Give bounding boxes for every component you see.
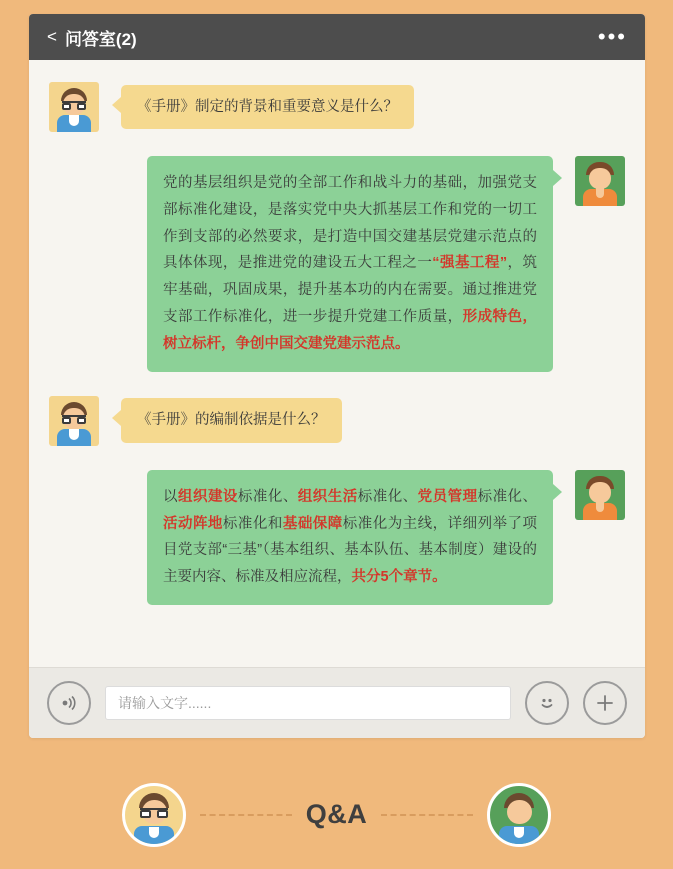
- body-text: 标准化、: [237, 488, 298, 505]
- message-bubble-answer[interactable]: [147, 156, 553, 372]
- smiley-icon[interactable]: [525, 681, 569, 725]
- avatar-glasses-icon: [140, 808, 168, 815]
- page-title: 问答室(2): [64, 29, 137, 49]
- question-group-1: [49, 82, 414, 132]
- message-row-question-2: [49, 396, 625, 446]
- plus-icon[interactable]: [583, 681, 627, 725]
- body-text: 标准化、: [477, 488, 538, 505]
- avatar-face: [507, 800, 532, 824]
- divider-right: [381, 814, 473, 816]
- more-options-icon[interactable]: •••: [597, 24, 627, 49]
- message-bubble-question[interactable]: 《手册》制定的背景和重要意义是什么？: [121, 85, 414, 129]
- message-bubble-question[interactable]: 《手册》的编制依据是什么？: [121, 398, 342, 442]
- body-text: 党的基层组织是党的全部工作和战斗力的基础，加强党支部标准化建设，是落实党中央大抓基层工作和党的一切工作到支部的必然要求，是打造中国交建基层党建示范点的具体体现，是推进党的建设五大工程之一: [163, 175, 537, 272]
- avatar-collar: [69, 115, 79, 126]
- avatar-user-female[interactable]: [575, 156, 625, 206]
- answer-group-2: [147, 470, 625, 605]
- avatar-user-male[interactable]: [49, 396, 99, 446]
- body-text: 标准化、: [357, 488, 418, 505]
- window-header: [29, 14, 645, 60]
- highlighted-text: “强基工程”: [432, 255, 508, 272]
- message-row-answer-1: [49, 156, 625, 372]
- message-row-question-1: [49, 82, 625, 132]
- chevron-left-icon[interactable]: <: [47, 27, 57, 46]
- avatar-face: [589, 482, 611, 503]
- message-list: [29, 60, 645, 667]
- footer-avatar-female: [487, 783, 551, 847]
- answer-group-1: [147, 156, 625, 372]
- message-bubble-answer[interactable]: [147, 470, 553, 605]
- avatar-user-female[interactable]: [575, 470, 625, 520]
- question-group-2: [49, 396, 342, 446]
- avatar-user-male[interactable]: [49, 82, 99, 132]
- highlighted-text: 基础保障: [282, 515, 343, 532]
- footer-title: Q&A: [305, 799, 368, 829]
- footer-band: [0, 760, 673, 869]
- highlighted-text: 党员管理: [417, 488, 478, 505]
- highlighted-text: 活动阵地: [163, 515, 223, 532]
- body-text: 标准化为主线，详细列举了项目党支部“三基”（基本组织、基本队伍、基本制度）建设的主要内容、标准及相应流程，: [163, 515, 538, 586]
- avatar-collar: [149, 827, 159, 838]
- header-left-group[interactable]: [47, 25, 137, 50]
- highlighted-text: 组织生活: [297, 488, 358, 505]
- highlighted-text: 形成特色，树立标杆，争创中国交建党建示范点。: [163, 309, 538, 352]
- avatar-glasses-icon: [62, 415, 86, 422]
- body-text: ，筑牢基础，巩固成果，提升基本功的内在需要。通过推进党支部工作标准化，进一步提升党建工作质量，: [163, 255, 538, 326]
- voice-wave-icon[interactable]: [47, 681, 91, 725]
- message-input-bar: [29, 667, 645, 738]
- footer-avatar-male: [122, 783, 186, 847]
- message-row-answer-2: [49, 470, 625, 605]
- avatar-collar: [69, 429, 79, 440]
- search-input[interactable]: [105, 686, 511, 720]
- body-text: 标准化和: [222, 515, 283, 532]
- divider-left: [200, 814, 292, 816]
- avatar-glasses-icon: [62, 101, 86, 108]
- body-text: 以: [163, 488, 178, 505]
- highlighted-text: 组织建设: [177, 488, 238, 505]
- avatar-collar: [596, 187, 604, 198]
- chat-window: [29, 14, 645, 738]
- avatar-collar: [596, 501, 604, 512]
- highlighted-text: 共分5个章节。: [351, 569, 447, 586]
- avatar-collar: [514, 827, 524, 838]
- avatar-face: [589, 168, 611, 189]
